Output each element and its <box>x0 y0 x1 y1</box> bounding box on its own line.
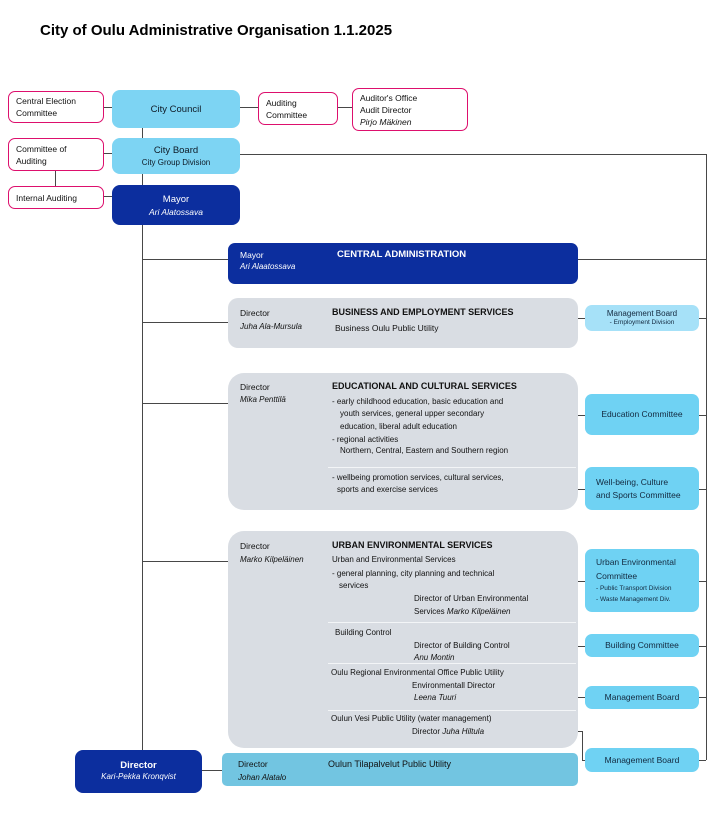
management-board-employment-sub: - Employment Division <box>609 319 675 326</box>
connector-line <box>578 318 585 319</box>
connector-line <box>142 225 143 750</box>
city-board-line2: City Group Division <box>141 157 211 167</box>
education-b2-l1: sports and exercise services <box>337 485 438 494</box>
central-election-line2: Committee <box>16 108 58 118</box>
city-council-label: City Council <box>150 103 202 115</box>
auditors-office-name: Pirjo Mäkinen <box>360 116 412 127</box>
connector-line <box>582 731 583 760</box>
urban-s2-sub2: Anu Montin <box>414 653 455 662</box>
connector-line <box>104 153 112 154</box>
education-divider <box>328 467 576 468</box>
connector-line <box>104 196 112 197</box>
city-board-box <box>112 138 240 174</box>
connector-line <box>699 760 706 761</box>
business-name: Juha Ala-Mursula <box>240 322 302 331</box>
building-committee-box <box>585 634 699 657</box>
committee-of-auditing-line1: Committee of <box>16 143 67 154</box>
education-heading: EDUCATIONAL AND CULTURAL SERVICES <box>332 381 517 391</box>
connector-line <box>338 107 352 108</box>
auditors-office-line1: Auditor's Office <box>360 92 418 103</box>
education-b1-l3: - regional activities <box>332 435 399 444</box>
business-heading: BUSINESS AND EMPLOYMENT SERVICES <box>332 307 514 317</box>
urban-name: Marko Kilpeläinen <box>240 555 304 564</box>
wellbeing-committee-line2: and Sports Committee <box>596 489 681 500</box>
management-board-employment-box <box>585 305 699 331</box>
urban-s3-sub2: Leena Tuuri <box>414 693 457 702</box>
urban-s1-sub2-name: Marko Kilpeläinen <box>446 607 511 616</box>
committee-of-auditing-box <box>8 138 104 171</box>
education-name: Mika Penttilä <box>240 395 286 404</box>
connector-line <box>699 318 706 319</box>
urban-s4-sub-name: Juha Hiltula <box>442 727 485 736</box>
connector-line <box>578 697 585 698</box>
mayor-name: Ari Alatossava <box>148 206 203 217</box>
wellbeing-committee-line1: Well-being, Culture <box>596 476 669 487</box>
central-admin-heading: CENTRAL ADMINISTRATION <box>337 249 467 260</box>
connector-line <box>143 561 228 562</box>
connector-line <box>104 107 112 108</box>
urban-divider-1 <box>328 622 576 623</box>
urban-heading: URBAN ENVIRONMENTAL SERVICES <box>332 540 493 550</box>
connector-line <box>706 154 707 760</box>
urban-committee-line2: Committee <box>596 570 638 581</box>
city-board-line1: City Board <box>153 144 199 156</box>
central-election-committee-box <box>8 91 104 123</box>
urban-environmental-committee-box <box>585 549 699 612</box>
wellbeing-committee-box <box>585 467 699 510</box>
urban-s2-sub1: Director of Building Control <box>414 641 510 650</box>
education-b1-l4: Northern, Central, Eastern and Southern region <box>340 446 509 455</box>
connector-line <box>143 403 228 404</box>
urban-s1-l1: - general planning, city planning and technical <box>332 569 495 578</box>
urban-s3-sub1: Environmentall Director <box>412 681 496 690</box>
management-board-3-box <box>585 748 699 772</box>
connector-line <box>143 322 228 323</box>
central-admin-name: Ari Alaatossava <box>240 262 296 271</box>
internal-auditing-label: Internal Auditing <box>16 192 77 203</box>
kronqvist-name: Kari-Pekka Kronqvist <box>101 772 176 781</box>
page-title: City of Oulu Administrative Organisation 1.1.2025 <box>40 22 393 39</box>
connector-line <box>578 259 706 260</box>
urban-s1-l0: Urban and Environmental Services <box>332 555 456 564</box>
urban-s1-l2: services <box>339 581 369 590</box>
management-board-3-label: Management Board <box>604 754 680 765</box>
committee-of-auditing-line2: Auditing <box>16 155 47 166</box>
connector-line <box>699 646 706 647</box>
management-board-2-box <box>585 686 699 709</box>
urban-committee-line1: Urban Environmental <box>596 557 676 567</box>
urban-s4-line: Oulun Vesi Public Utility (water management) <box>331 714 492 723</box>
education-b2-l0: - wellbeing promotion services, cultural services, <box>332 473 504 482</box>
connector-line <box>699 697 706 698</box>
connector-line <box>578 581 585 582</box>
connector-line <box>142 128 143 138</box>
connector-line <box>699 581 706 582</box>
tilapalvelut-name: Johan Alatalo <box>238 773 287 782</box>
building-committee-label: Building Committee <box>605 640 679 650</box>
education-committee-label: Education Committee <box>601 409 683 419</box>
connector-line <box>240 154 706 155</box>
business-role: Director <box>240 308 270 318</box>
city-council-box <box>112 90 240 128</box>
education-committee-box <box>585 394 699 435</box>
auditing-committee-line1: Auditing <box>266 97 297 108</box>
urban-divider-3 <box>328 710 576 711</box>
mayor-box <box>112 185 240 225</box>
urban-s3-line: Oulu Regional Environmental Office Public Utility <box>331 668 504 677</box>
urban-s1-sub2: Services Marko Kilpeläinen <box>414 607 511 616</box>
tilapalvelut-role: Director <box>238 759 268 769</box>
connector-line <box>578 489 585 490</box>
urban-role: Director <box>240 541 270 551</box>
auditing-committee-line2: Committee <box>266 109 308 120</box>
management-board-employment-title: Management Board <box>606 309 678 318</box>
auditors-office-box <box>352 88 468 131</box>
kronqvist-role: Director <box>120 760 157 771</box>
connector-line <box>143 259 228 260</box>
connector-line <box>578 415 585 416</box>
education-b1-l0: - early childhood education, basic education and <box>332 397 504 406</box>
internal-auditing-box <box>8 186 104 209</box>
education-b1-l1: youth services, general upper secondary <box>340 409 485 418</box>
connector-line <box>699 489 706 490</box>
mayor-role: Mayor <box>162 193 190 205</box>
connector-line <box>142 174 143 185</box>
management-board-2-label: Management Board <box>604 692 680 702</box>
connector-line <box>699 415 706 416</box>
director-kronqvist-box <box>75 750 202 793</box>
urban-s2-line: Building Control <box>335 628 392 637</box>
tilapalvelut-heading: Oulun Tilapalvelut Public Utility <box>328 759 452 769</box>
connector-line <box>55 171 56 186</box>
central-election-line1: Central Election <box>16 96 77 106</box>
urban-divider-2 <box>328 663 576 664</box>
education-b1-l2: education, liberal adult education <box>340 422 457 431</box>
education-role: Director <box>240 382 270 392</box>
central-admin-role: Mayor <box>240 250 264 260</box>
connector-line <box>202 770 222 771</box>
urban-committee-bullet2: - Waste Management Div. <box>596 596 671 603</box>
urban-committee-bullet1: - Public Transport Division <box>596 585 672 592</box>
connector-line <box>240 107 258 108</box>
urban-s1-sub1: Director of Urban Environmental <box>414 594 529 603</box>
business-subtitle: Business Oulu Public Utility <box>335 323 439 333</box>
connector-line <box>578 646 585 647</box>
auditors-office-line2: Audit Director <box>360 104 412 115</box>
auditing-committee-box <box>258 92 338 125</box>
urban-s4-sub: Director Juha Hiltula <box>412 727 485 736</box>
